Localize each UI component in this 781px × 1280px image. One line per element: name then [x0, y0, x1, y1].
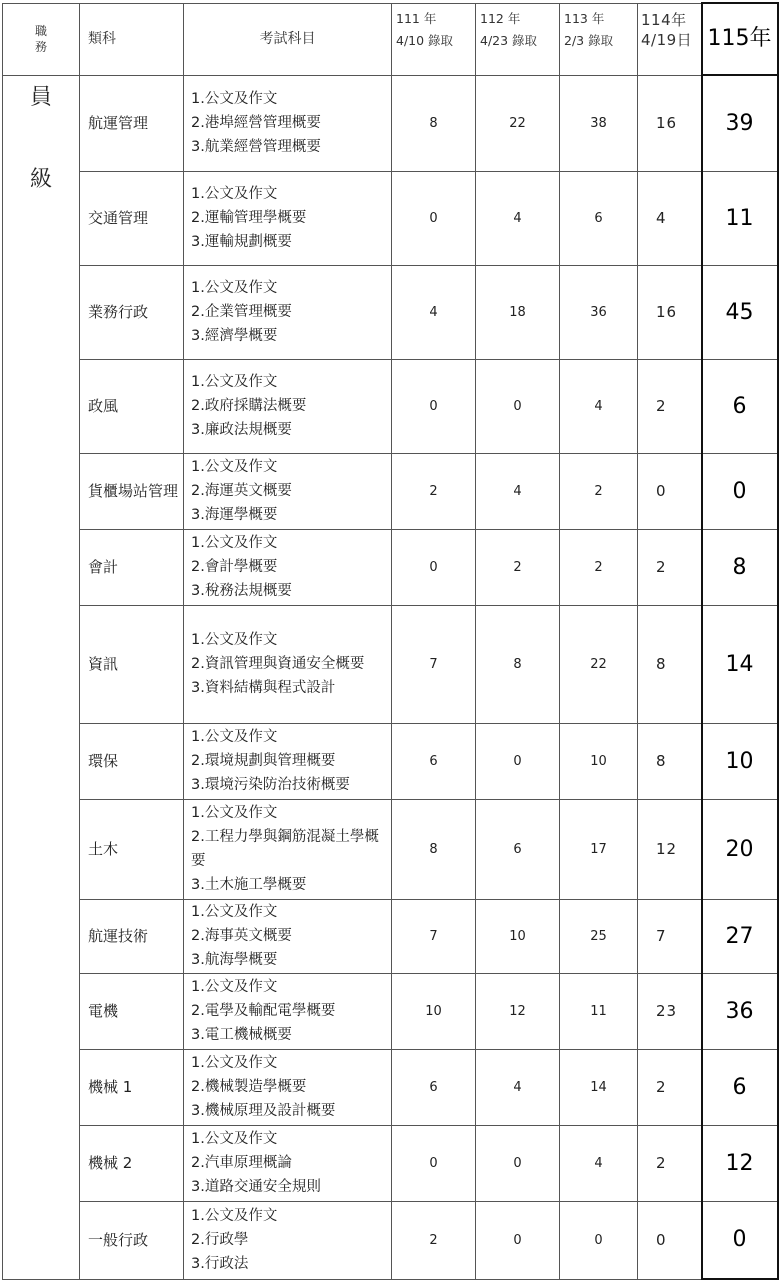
table-row: [3, 265, 778, 359]
subjects-cell: 1.公文及作文 2.工程力學與鋼筋混凝土學概要 3.土木施工學概要: [184, 799, 392, 899]
table-body: [3, 75, 778, 1279]
count-112: 0: [476, 723, 560, 799]
category-cell: 機械 2: [80, 1125, 184, 1201]
category-cell: 土木: [80, 799, 184, 899]
count-114: 23: [638, 973, 702, 1049]
table-row: [3, 171, 778, 265]
count-115: 8: [702, 529, 778, 605]
subjects-cell: 1.公文及作文 2.會計學概要 3.稅務法規概要: [184, 529, 392, 605]
count-112: 10: [476, 899, 560, 973]
header-category: 類科: [80, 3, 184, 75]
count-115: 0: [702, 453, 778, 529]
count-113: 11: [560, 973, 638, 1049]
count-115: 20: [702, 799, 778, 899]
category-cell: 政風: [80, 359, 184, 453]
category-cell: 業務行政: [80, 265, 184, 359]
count-112: 4: [476, 171, 560, 265]
subjects-cell: 1.公文及作文 2.電學及輸配電學概要 3.電工機械概要: [184, 973, 392, 1049]
table-row: [3, 529, 778, 605]
count-114: 7: [638, 899, 702, 973]
count-114: 0: [638, 1201, 702, 1279]
category-cell: 貨櫃場站管理: [80, 453, 184, 529]
count-115: 45: [702, 265, 778, 359]
count-111: 8: [392, 75, 476, 171]
count-113: 2: [560, 453, 638, 529]
count-112: 0: [476, 1125, 560, 1201]
count-115: 14: [702, 605, 778, 723]
header-row: [3, 3, 778, 75]
header-subjects: 考試科目: [184, 3, 392, 75]
table-row: [3, 799, 778, 899]
count-113: 25: [560, 899, 638, 973]
table-row: [3, 1125, 778, 1201]
category-cell: 航運管理: [80, 75, 184, 171]
subjects-cell: 1.公文及作文 2.海事英文概要 3.航海學概要: [184, 899, 392, 973]
count-113: 22: [560, 605, 638, 723]
count-113: 4: [560, 359, 638, 453]
count-112: 6: [476, 799, 560, 899]
category-cell: 機械 1: [80, 1049, 184, 1125]
count-115: 6: [702, 1049, 778, 1125]
table-row: [3, 359, 778, 453]
subjects-cell: 1.公文及作文 2.政府採購法概要 3.廉政法規概要: [184, 359, 392, 453]
count-112: 4: [476, 1049, 560, 1125]
subjects-cell: 1.公文及作文 2.行政學 3.行政法: [184, 1201, 392, 1279]
count-114: 8: [638, 723, 702, 799]
duty-cell: [3, 75, 80, 1279]
admission-table: [2, 2, 779, 1280]
count-111: 4: [392, 265, 476, 359]
category-cell: 會計: [80, 529, 184, 605]
count-112: 18: [476, 265, 560, 359]
count-114: 2: [638, 1125, 702, 1201]
header-112: 112 年 4/23 錄取: [476, 3, 560, 75]
count-114: 0: [638, 453, 702, 529]
count-111: 0: [392, 359, 476, 453]
header-113: 113 年 2/3 錄取: [560, 3, 638, 75]
count-113: 6: [560, 171, 638, 265]
count-115: 10: [702, 723, 778, 799]
count-112: 8: [476, 605, 560, 723]
count-112: 22: [476, 75, 560, 171]
count-112: 4: [476, 453, 560, 529]
header-111: 111 年 4/10 錄取: [392, 3, 476, 75]
count-114: 2: [638, 529, 702, 605]
count-111: 7: [392, 605, 476, 723]
count-115: 11: [702, 171, 778, 265]
count-111: 6: [392, 723, 476, 799]
count-114: 2: [638, 1049, 702, 1125]
count-114: 8: [638, 605, 702, 723]
count-111: 7: [392, 899, 476, 973]
count-113: 0: [560, 1201, 638, 1279]
count-112: 0: [476, 1201, 560, 1279]
admission-table-frame: [2, 2, 777, 1276]
category-cell: 資訊: [80, 605, 184, 723]
category-cell: 航運技術: [80, 899, 184, 973]
count-114: 4: [638, 171, 702, 265]
subjects-cell: 1.公文及作文 2.機械製造學概要 3.機械原理及設計概要: [184, 1049, 392, 1125]
count-114: 16: [638, 265, 702, 359]
count-112: 12: [476, 973, 560, 1049]
count-113: 2: [560, 529, 638, 605]
count-113: 38: [560, 75, 638, 171]
count-111: 6: [392, 1049, 476, 1125]
table-row: [3, 75, 778, 171]
count-115: 27: [702, 899, 778, 973]
subjects-cell: 1.公文及作文 2.港埠經營管理概要 3.航業經營管理概要: [184, 75, 392, 171]
count-113: 17: [560, 799, 638, 899]
count-111: 8: [392, 799, 476, 899]
count-115: 39: [702, 75, 778, 171]
subjects-cell: 1.公文及作文 2.資訊管理與資通安全概要 3.資料結構與程式設計: [184, 605, 392, 723]
subjects-cell: 1.公文及作文 2.海運英文概要 3.海運學概要: [184, 453, 392, 529]
count-111: 10: [392, 973, 476, 1049]
category-cell: 環保: [80, 723, 184, 799]
table-row: [3, 973, 778, 1049]
count-114: 12: [638, 799, 702, 899]
count-111: 2: [392, 1201, 476, 1279]
subjects-cell: 1.公文及作文 2.環境規劃與管理概要 3.環境污染防治技術概要: [184, 723, 392, 799]
count-115: 6: [702, 359, 778, 453]
category-cell: 一般行政: [80, 1201, 184, 1279]
header-duty: 職 務: [3, 3, 80, 75]
count-115: 36: [702, 973, 778, 1049]
count-111: 2: [392, 453, 476, 529]
count-114: 16: [638, 75, 702, 171]
count-113: 36: [560, 265, 638, 359]
subjects-cell: 1.公文及作文 2.汽車原理概論 3.道路交通安全規則: [184, 1125, 392, 1201]
subjects-cell: 1.公文及作文 2.企業管理概要 3.經濟學概要: [184, 265, 392, 359]
count-113: 4: [560, 1125, 638, 1201]
category-cell: 交通管理: [80, 171, 184, 265]
count-111: 0: [392, 529, 476, 605]
count-115: 0: [702, 1201, 778, 1279]
count-114: 2: [638, 359, 702, 453]
header-114: 114年 4/19日: [638, 3, 702, 75]
subjects-cell: 1.公文及作文 2.運輸管理學概要 3.運輸規劃概要: [184, 171, 392, 265]
duty-label-char: 員: [29, 84, 52, 110]
count-111: 0: [392, 171, 476, 265]
table-row: [3, 605, 778, 723]
count-115: 12: [702, 1125, 778, 1201]
count-113: 14: [560, 1049, 638, 1125]
table-row: [3, 1049, 778, 1125]
count-111: 0: [392, 1125, 476, 1201]
count-112: 2: [476, 529, 560, 605]
category-cell: 電機: [80, 973, 184, 1049]
count-112: 0: [476, 359, 560, 453]
duty-label-char: 級: [29, 166, 52, 192]
table-row: [3, 1201, 778, 1279]
table-row: [3, 899, 778, 973]
header-115: 115年: [702, 3, 778, 75]
table-row: [3, 453, 778, 529]
table-row: [3, 723, 778, 799]
count-113: 10: [560, 723, 638, 799]
